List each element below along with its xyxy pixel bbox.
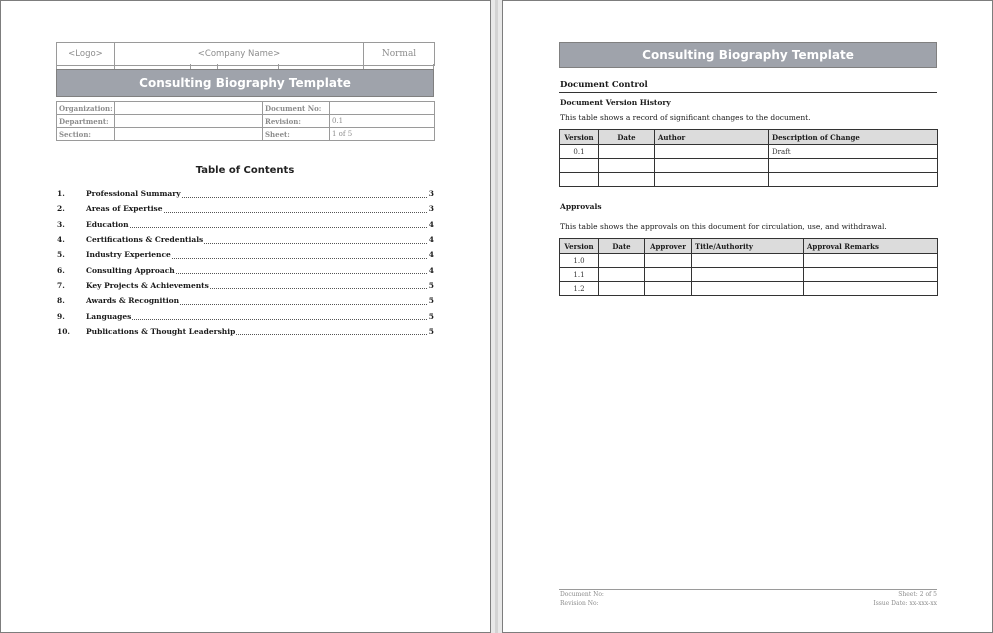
organization-label: Organization: xyxy=(57,102,115,115)
toc-item-text[interactable]: Consulting Approach xyxy=(86,265,175,275)
page-gutter xyxy=(491,0,502,633)
document-control-heading: Document Control xyxy=(560,80,648,90)
document-page-2 xyxy=(502,0,993,633)
footer-issue-date: Issue Date: xx-xxx-xx xyxy=(873,600,937,607)
column-header: Date xyxy=(599,130,655,145)
table-row xyxy=(560,254,938,268)
toc-item-number: 1. xyxy=(57,189,65,199)
toc-item-text[interactable]: Certifications & Credentials xyxy=(86,235,204,245)
column-header: Approval Remarks xyxy=(804,239,938,254)
toc-item[interactable] xyxy=(57,262,434,277)
toc-leader-dots xyxy=(210,281,427,289)
table-row xyxy=(560,173,938,187)
table-cell[interactable] xyxy=(599,173,655,187)
table-cell[interactable] xyxy=(599,282,645,296)
column-header: Date xyxy=(599,239,645,254)
page-scroll-divider xyxy=(495,0,498,633)
toc-item-page: 4 xyxy=(428,265,434,275)
company-name-placeholder: <Company Name> xyxy=(115,43,364,66)
department-label: Department: xyxy=(57,115,115,128)
table-cell[interactable] xyxy=(655,145,769,159)
approvals-table xyxy=(559,238,938,296)
document-no-label: Document No: xyxy=(263,102,330,115)
toc-leader-dots xyxy=(204,236,427,244)
toc-item[interactable] xyxy=(57,278,434,293)
toc-item[interactable] xyxy=(57,247,434,262)
toc-item-text[interactable]: Professional Summary xyxy=(86,189,181,199)
column-header: Version xyxy=(560,239,599,254)
revision-label: Revision: xyxy=(263,115,330,128)
table-cell[interactable] xyxy=(655,173,769,187)
toc-leader-dots xyxy=(180,297,427,305)
table-cell[interactable] xyxy=(769,173,938,187)
column-header: Approver xyxy=(645,239,692,254)
section-value[interactable] xyxy=(115,128,263,141)
table-cell[interactable] xyxy=(599,159,655,173)
table-cell[interactable] xyxy=(804,282,938,296)
toc-title: Table of Contents xyxy=(195,165,295,176)
toc-item-text[interactable]: Areas of Expertise xyxy=(86,204,163,214)
logo-placeholder: <Logo> xyxy=(57,43,115,66)
revision-value[interactable]: 0.1 xyxy=(330,115,435,128)
version-history-heading: Document Version History xyxy=(560,98,671,107)
table-row xyxy=(560,282,938,296)
table-cell[interactable] xyxy=(655,159,769,173)
toc-item-number: 10. xyxy=(57,326,71,336)
toc-leader-dots xyxy=(130,220,427,228)
column-header: Author xyxy=(655,130,769,145)
toc-item[interactable] xyxy=(57,308,434,323)
table-cell[interactable] xyxy=(645,268,692,282)
approvals-heading: Approvals xyxy=(560,202,602,211)
toc-item-number: 6. xyxy=(57,265,65,275)
toc-item[interactable] xyxy=(57,232,434,247)
column-header: Title/Authority xyxy=(692,239,804,254)
toc-leader-dots xyxy=(176,266,427,274)
toc-item[interactable] xyxy=(57,186,434,201)
table-cell[interactable]: Draft xyxy=(769,145,938,159)
column-header: Description of Change xyxy=(769,130,938,145)
table-cell[interactable] xyxy=(804,268,938,282)
toc-item-text[interactable]: Languages xyxy=(86,311,132,321)
sheet-value: 1 of 5 xyxy=(330,128,435,141)
toc-leader-dots xyxy=(164,205,427,213)
document-title-bar: Consulting Biography Template xyxy=(56,69,434,97)
toc-item-page: 5 xyxy=(428,296,434,306)
toc-item-page: 5 xyxy=(428,280,434,290)
section-label: Section: xyxy=(57,128,115,141)
toc-item[interactable] xyxy=(57,217,434,232)
toc-item-text[interactable]: Key Projects & Achievements xyxy=(86,280,209,290)
toc-item-number: 8. xyxy=(57,296,65,306)
table-of-contents xyxy=(57,186,434,339)
version-history-description: This table shows a record of significant changes to the document. xyxy=(560,113,811,122)
table-cell[interactable] xyxy=(560,159,599,173)
table-cell[interactable] xyxy=(560,173,599,187)
toc-item-page: 4 xyxy=(428,250,434,260)
toc-item[interactable] xyxy=(57,324,434,339)
sheet-label: Sheet: xyxy=(263,128,330,141)
toc-item-page: 4 xyxy=(428,219,434,229)
table-cell[interactable] xyxy=(692,268,804,282)
toc-item-number: 2. xyxy=(57,204,65,214)
toc-item-page: 4 xyxy=(428,235,434,245)
toc-item-number: 7. xyxy=(57,280,65,290)
toc-item-page: 5 xyxy=(428,311,434,321)
metadata-table xyxy=(56,101,435,141)
table-cell[interactable]: 0.1 xyxy=(560,145,599,159)
version-history-table xyxy=(559,129,938,187)
table-cell[interactable] xyxy=(645,282,692,296)
toc-item-text[interactable]: Education xyxy=(86,219,129,229)
table-cell[interactable] xyxy=(599,145,655,159)
toc-item-number: 4. xyxy=(57,235,65,245)
table-row xyxy=(560,268,938,282)
table-row xyxy=(560,145,938,159)
toc-item[interactable] xyxy=(57,201,434,216)
organization-value[interactable] xyxy=(115,102,263,115)
document-no-value[interactable] xyxy=(330,102,435,115)
toc-leader-dots xyxy=(172,251,427,259)
toc-leader-dots xyxy=(236,327,427,335)
table-cell[interactable] xyxy=(804,254,938,268)
table-cell[interactable]: 1.0 xyxy=(560,254,599,268)
toc-item-text[interactable]: Publications & Thought Leadership xyxy=(86,326,236,336)
toc-item[interactable] xyxy=(57,293,434,308)
table-cell[interactable] xyxy=(645,254,692,268)
style-label: Normal xyxy=(364,43,435,66)
toc-item-page: 3 xyxy=(428,189,434,199)
toc-item-page: 3 xyxy=(428,204,434,214)
column-header: Version xyxy=(560,130,599,145)
toc-leader-dots xyxy=(132,312,427,320)
header-table xyxy=(56,42,435,66)
table-cell[interactable] xyxy=(692,254,804,268)
toc-item-page: 5 xyxy=(428,326,434,336)
footer-document-no: Document No: xyxy=(560,591,604,598)
table-cell[interactable] xyxy=(692,282,804,296)
footer-revision-no: Revision No: xyxy=(560,600,599,607)
table-cell[interactable] xyxy=(769,159,938,173)
table-row xyxy=(560,159,938,173)
toc-item-number: 5. xyxy=(57,250,65,260)
toc-item-number: 3. xyxy=(57,219,65,229)
table-cell[interactable] xyxy=(599,254,645,268)
toc-leader-dots xyxy=(182,190,427,198)
department-value[interactable] xyxy=(115,115,263,128)
table-cell[interactable]: 1.1 xyxy=(560,268,599,282)
footer-rule xyxy=(559,589,937,590)
approvals-description: This table shows the approvals on this document for circulation, use, and withdrawal. xyxy=(560,222,887,231)
document-title-bar-2: Consulting Biography Template xyxy=(559,42,937,68)
toc-item-text[interactable]: Industry Experience xyxy=(86,250,171,260)
table-cell[interactable]: 1.2 xyxy=(560,282,599,296)
toc-item-text[interactable]: Awards & Recognition xyxy=(86,296,180,306)
heading-rule xyxy=(559,92,937,93)
footer-sheet: Sheet: 2 of 5 xyxy=(898,591,937,598)
table-cell[interactable] xyxy=(599,268,645,282)
toc-item-number: 9. xyxy=(57,311,65,321)
